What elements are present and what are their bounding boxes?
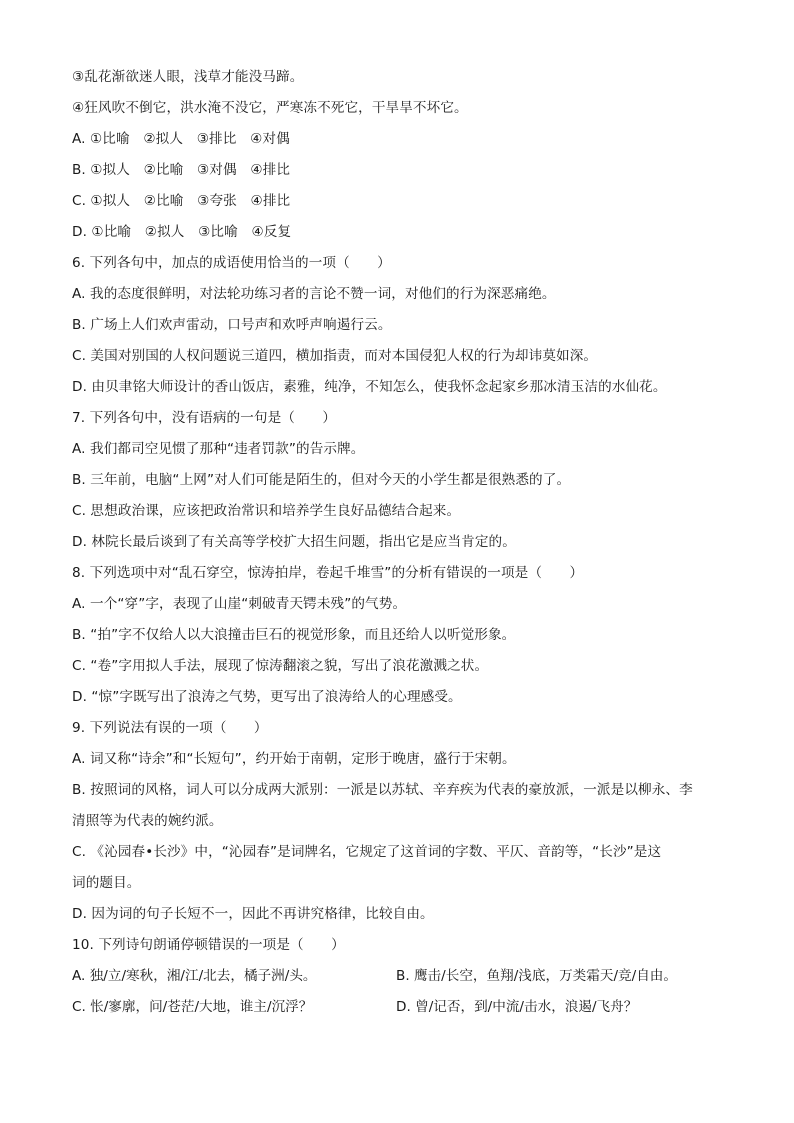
q6-option-a: A. 我的态度很鲜明，对法轮功练习者的言论不赞一词，对他们的行为深恶痛绝。 xyxy=(72,286,556,302)
q10-option-c: C. 怅/寥廓，问/苍茫/大地，谁主/沉浮？ xyxy=(72,999,313,1015)
q10-option-d: D. 曾/记否，到/中流/击水，浪遏/飞舟？ xyxy=(396,999,638,1015)
q5-option-a: A. ①比喻 ②拟人 ③排比 ④对偶 xyxy=(72,131,290,147)
q9-option-a: A. 词又称“诗余”和“长短句”，约开始于南朝，定形于晚唐，盛行于宋朝。 xyxy=(72,751,516,767)
example-sentence-3: ③乱花渐欲迷人眼，浅草才能没马蹄。 xyxy=(72,69,304,85)
q10-stem: 10. 下列诗句朗诵停顿错误的一项是（ ） xyxy=(72,937,345,953)
q8-option-c: C. “卷”字用拟人手法，展现了惊涛翻滚之貌，写出了浪花激溅之状。 xyxy=(72,658,489,674)
q9-stem: 9. 下列说法有误的一项（ ） xyxy=(72,720,268,736)
q9-option-c-line2: 词的题目。 xyxy=(72,875,141,891)
q6-stem: 6. 下列各句中，加点的成语使用恰当的一项（ ） xyxy=(72,255,391,271)
q6-option-d: D. 由贝聿铭大师设计的香山饭店，素雅，纯净，不知怎么，使我怀念起家乡那冰清玉洁的水仙花。 xyxy=(72,379,667,395)
q8-stem: 8. 下列选项中对“乱石穿空，惊涛拍岸，卷起千堆雪”的分析有错误的一项是（ ） xyxy=(72,565,584,581)
q10-options-row-2 xyxy=(72,992,722,1023)
q7-stem: 7. 下列各句中，没有语病的一句是（ ） xyxy=(72,410,337,426)
q7-option-c: C. 思想政治课，应该把政治常识和培养学生良好品德结合起来。 xyxy=(72,503,461,519)
q5-option-d: D. ①比喻 ②拟人 ③比喻 ④反复 xyxy=(72,224,292,240)
q8-option-d: D. “惊”字既写出了浪涛之气势，更写出了浪涛给人的心理感受。 xyxy=(72,689,462,705)
document-page xyxy=(72,62,722,1023)
q8-option-a: A. 一个“穿”字，表现了山崖“刺破青天锷未残”的气势。 xyxy=(72,596,407,612)
q8-option-b: B. “拍”字不仅给人以大浪撞击巨石的视觉形象，而且还给人以听觉形象。 xyxy=(72,627,516,643)
q9-option-b-line1: B. 按照词的风格，词人可以分成两大派别：一派是以苏轼、辛弃疾为代表的豪放派，一派是以柳永、李 xyxy=(72,782,693,798)
q10-option-b: B. 鹰击/长空，鱼翔/浅底，万类霜天/竞/自由。 xyxy=(396,968,677,984)
q5-option-c: C. ①拟人 ②比喻 ③夸张 ④排比 xyxy=(72,193,291,209)
q6-option-b: B. 广场上人们欢声雷动，口号声和欢呼声响遏行云。 xyxy=(72,317,392,333)
q5-option-b: B. ①拟人 ②比喻 ③对偶 ④排比 xyxy=(72,162,291,178)
q7-option-a: A. 我们都司空见惯了那种“违者罚款”的告示牌。 xyxy=(72,441,365,457)
q6-option-c: C. 美国对别国的人权问题说三道四，横加指责，而对本国侵犯人权的行为却讳莫如深。 xyxy=(72,348,598,364)
q7-option-b: B. 三年前，电脑“上网”对人们可能是陌生的，但对今天的小学生都是很熟悉的了。 xyxy=(72,472,571,488)
q9-option-c-line1: C. 《沁园春•长沙》中，“沁园春”是词牌名，它规定了这首词的字数、平仄、音韵等，“长沙”是这 xyxy=(72,844,662,860)
example-sentence-4: ④狂风吹不倒它，洪水淹不没它，严寒冻不死它，干旱旱不坏它。 xyxy=(72,100,468,116)
q10-options-row-1 xyxy=(72,961,722,992)
q10-option-a: A. 独/立/寒秋，湘/江/北去，橘子洲/头。 xyxy=(72,968,317,984)
q9-option-b-line2: 清照等为代表的婉约派。 xyxy=(72,813,223,829)
q7-option-d: D. 林院长最后谈到了有关高等学校扩大招生问题，指出它是应当肯定的。 xyxy=(72,534,516,550)
q9-option-d: D. 因为词的句子长短不一，因此不再讲究格律，比较自由。 xyxy=(72,906,434,922)
